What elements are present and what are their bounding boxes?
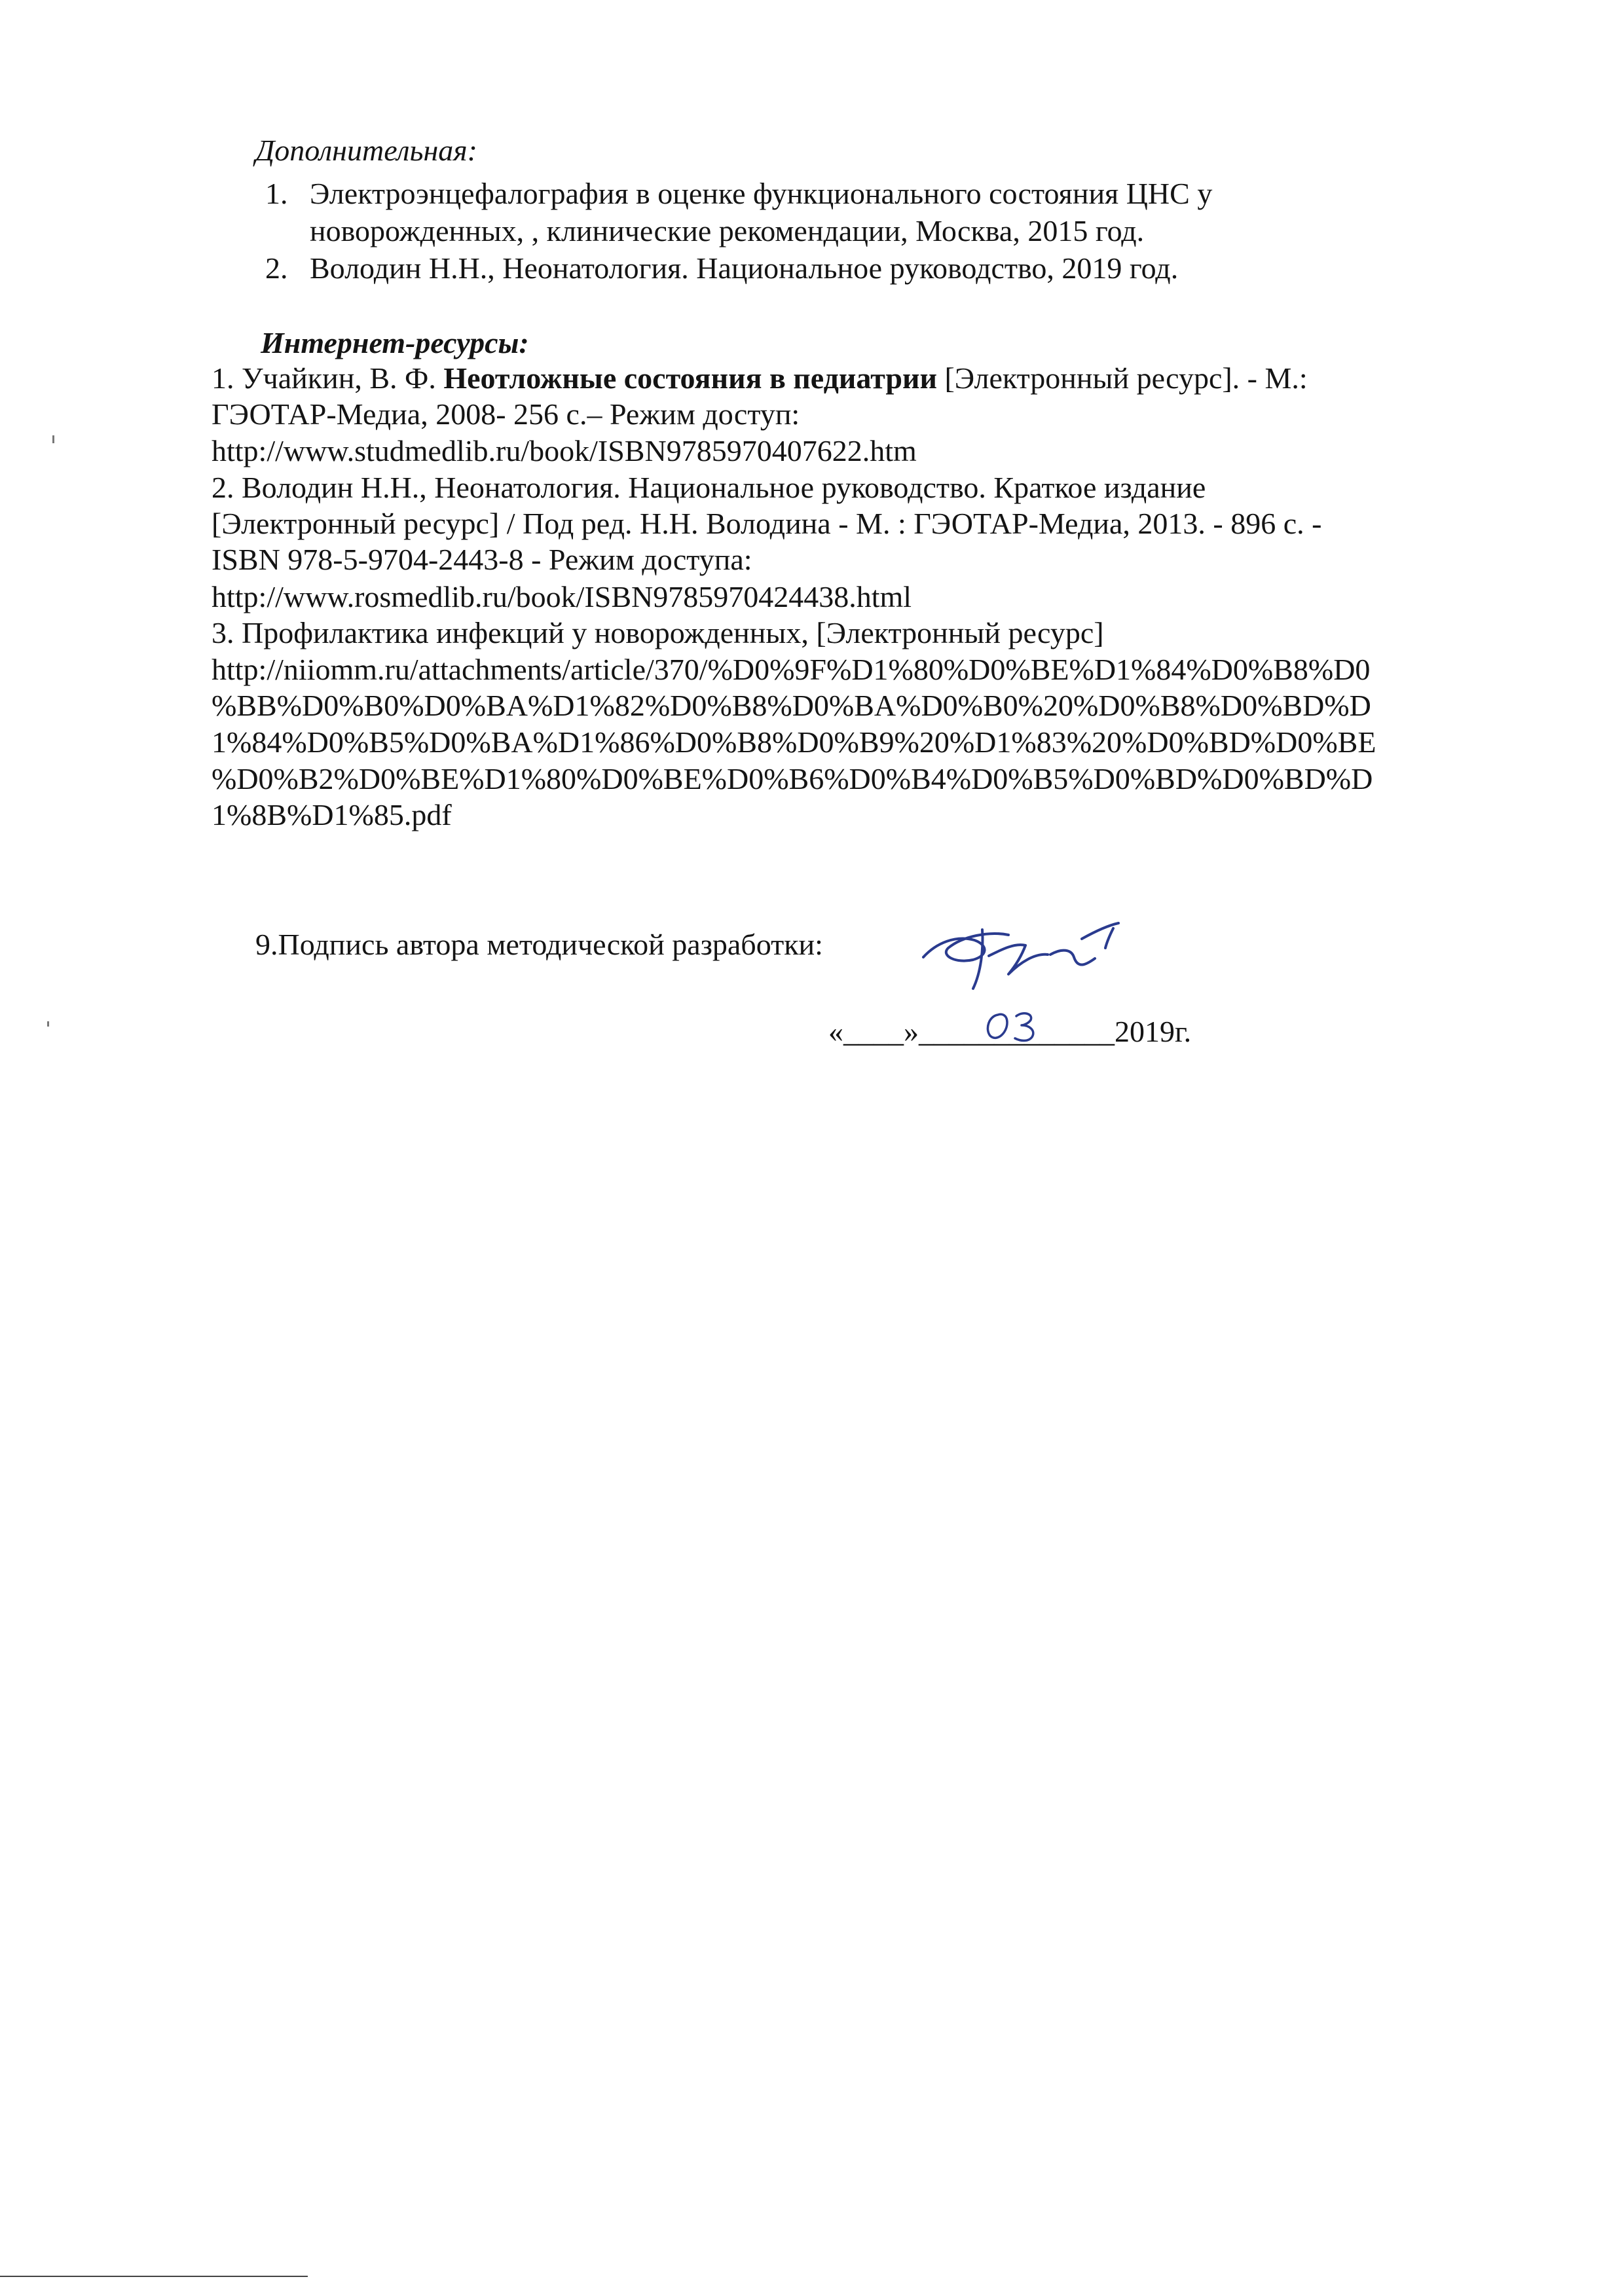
handwritten-month-0 xyxy=(987,1014,1007,1038)
internet-ref-1-line1 xyxy=(212,360,1308,397)
signature-stroke-3 xyxy=(989,945,1048,974)
internet-ref-3-url-line3[interactable]: 1%84%D0%B5%D0%BA%D1%86%D0%B8%D0%B9%20%D1%83%20%D0%BD%D0%BE xyxy=(212,725,1376,759)
additional-item-1-line2: новорожденных, , клинические рекомендации, Москва, 2015 год. xyxy=(310,214,1145,247)
additional-item-1-number: 1. xyxy=(265,177,288,210)
internet-ref-3-line1: 3. Профилактика инфекций у новорожденных, [Электронный ресурс] xyxy=(212,616,1104,649)
internet-ref-3-url-line5[interactable]: 1%8B%D1%85.pdf xyxy=(212,798,452,831)
internet-ref-3-url-line4[interactable]: %D0%B2%D0%BE%D1%80%D0%BE%D0%B6%D0%B4%D0%B5%D0%BD%D0%BD%D xyxy=(212,762,1373,795)
signature-label: 9.Подпись автора методической разработки: xyxy=(255,928,823,961)
internet-ref-1-url[interactable]: http://www.studmedlib.ru/book/ISBN9785970407622.htm xyxy=(212,434,917,467)
signature-stroke-4 xyxy=(1050,951,1095,965)
date-open-quote: « xyxy=(828,1015,843,1048)
internet-heading: Интернет-ресурсы: xyxy=(261,326,529,359)
internet-ref-3-url-line1[interactable]: http://niiomm.ru/attachments/article/370/%D0%9F%D1%80%D0%BE%D1%84%D0%B8%D0 xyxy=(212,653,1371,686)
handwritten-month-3 xyxy=(1015,1013,1033,1041)
handwritten-signature xyxy=(910,917,1185,1074)
internet-ref-1-prefix: 1. Учайкин, В. Ф. xyxy=(212,361,444,395)
date-day-blank: ____ xyxy=(843,1015,904,1048)
additional-item-2 xyxy=(265,250,1178,287)
internet-ref-2-line1: 2. Володин Н.Н., Неонатология. Национальное руководство. Краткое издание xyxy=(212,471,1206,504)
additional-item-2-number: 2. xyxy=(265,251,288,285)
date-year: 2019г. xyxy=(1115,1015,1192,1048)
internet-ref-2-line3: ISBN 978-5-9704-2443-8 - Режим доступа: xyxy=(212,543,752,576)
date-close-quote: » xyxy=(904,1015,919,1048)
scan-speck xyxy=(47,1021,49,1027)
footnote-rule xyxy=(0,2276,308,2277)
scan-speck xyxy=(52,435,54,443)
additional-item-2-line1: Володин Н.Н., Неонатология. Национальное руководство, 2019 год. xyxy=(310,251,1179,285)
internet-ref-1-suffix: [Электронный ресурс]. - М.: xyxy=(936,361,1308,395)
signature-stroke-1 xyxy=(923,934,1008,961)
additional-item-1 xyxy=(265,175,1212,212)
internet-ref-1-line2: ГЭОТАР-Медиа, 2008- 256 с.– Режим доступ: xyxy=(212,397,800,431)
additional-heading: Дополнительная: xyxy=(255,134,478,167)
date-month-blank: _____________ xyxy=(919,1015,1115,1048)
internet-ref-1-title: Неотложные состояния в педиатрии xyxy=(443,361,937,395)
internet-ref-2-line2: [Электронный ресурс] / Под ред. Н.Н. Володина - М. : ГЭОТАР-Медиа, 2013. - 896 с. - xyxy=(212,507,1322,540)
additional-item-1-line1: Электроэнцефалография в оценке функционального состояния ЦНС у xyxy=(310,177,1213,210)
internet-ref-3-url-line2[interactable]: %BB%D0%B0%D0%BA%D1%82%D0%B8%D0%BA%D0%B0%20%D0%B8%D0%BD%D xyxy=(212,689,1371,722)
internet-ref-2-url[interactable]: http://www.rosmedlib.ru/book/ISBN9785970424438.html xyxy=(212,580,912,613)
signature-stroke-6 xyxy=(1105,928,1113,948)
